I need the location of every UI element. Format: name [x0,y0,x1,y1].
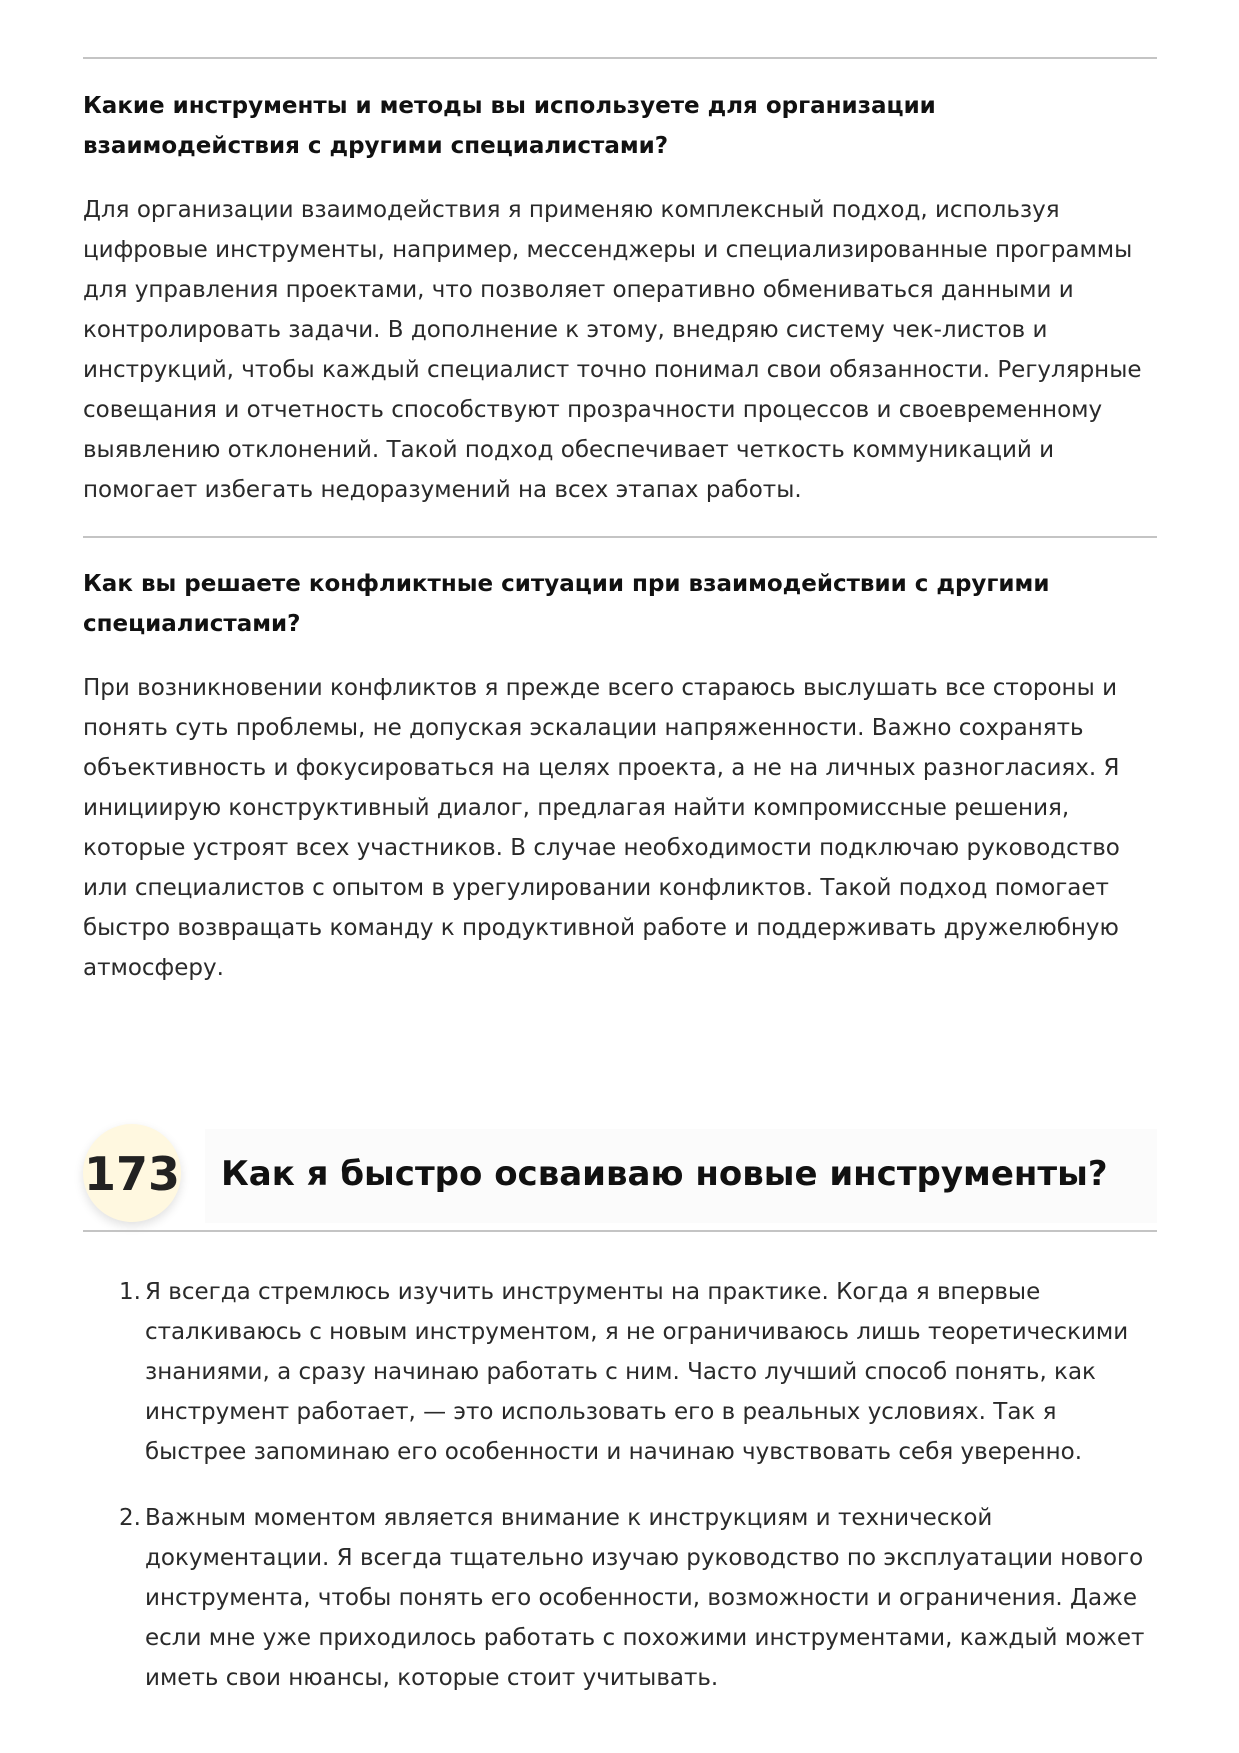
qa-question: Какие инструменты и методы вы используете для организации взаимодействия с другими специалистами? [83,93,936,159]
section-title: Как я быстро осваиваю новые инструменты? [221,1154,1108,1194]
list-marker: 2. [119,1505,141,1531]
qa-question: Как вы решаете конфликтные ситуации при взаимодействии с другими специалистами? [83,571,1050,637]
section-divider [83,1230,1157,1232]
qa-answer: Для организации взаимодействия я применяю комплексный подход, используя цифровые инструменты, например, мессенджеры и специализированные программы для управления проектами, что позволяет оперативно обмениваться данными и контролировать задачи. В дополнение к этому, внедряю систему чек-листов и инструкций, чтобы каждый специалист точно понимал свои обязанности. Регулярные совещания и отчетность способствуют прозрачности процессов и своевременному выявлению отклонений. Такой подход обеспечивает четкость коммуникаций и помогает избегать недоразумений на всех этапах работы. [83,197,1142,503]
list-item-text: Я всегда стремлюсь изучить инструменты на практике. Когда я впервые сталкиваюсь с новым инструментом, я не ограничиваюсь лишь теоретическими знаниями, а сразу начинаю работать с ним. Часто лучший способ понять, как инструмент работает, — это использовать его в реальных условиях. Так я быстрее запоминаю его особенности и начинаю чувствовать себя уверенно. [145,1279,1129,1465]
qa-block-2 [83,564,1157,988]
section-number: 173 [83,1147,181,1201]
qa-answer: При возникновении конфликтов я прежде всего стараюсь выслушать все стороны и понять суть проблемы, не допуская эскалации напряженности. Важно сохранять объективность и фокусироваться на целях проекта, а не на личных разногласиях. Я инициирую конструктивный диалог, предлагая найти компромиссные решения, которые устроят всех участников. В случае необходимости подключаю руководство или специалистов с опытом в урегулировании конфликтов. Такой подход помогает быстро возвращать команду к продуктивной работе и поддерживать дружелюбную атмосферу. [83,675,1120,981]
numbered-list [83,1272,1157,1698]
qa-block-1 [83,86,1157,510]
list-item [83,1498,1157,1698]
top-divider [83,57,1157,59]
list-marker: 1. [119,1279,141,1305]
section-number-badge [83,1124,181,1222]
list-item [83,1272,1157,1472]
list-item-text: Важным моментом является внимание к инструкциям и технической документации. Я всегда тщательно изучаю руководство по эксплуатации нового инструмента, чтобы понять его особенности, возможности и ограничения. Даже если мне уже приходилось работать с похожими инструментами, каждый может иметь свои нюансы, которые стоит учитывать. [145,1505,1145,1691]
qa-divider [83,536,1157,538]
section-heading [83,1124,1157,1228]
